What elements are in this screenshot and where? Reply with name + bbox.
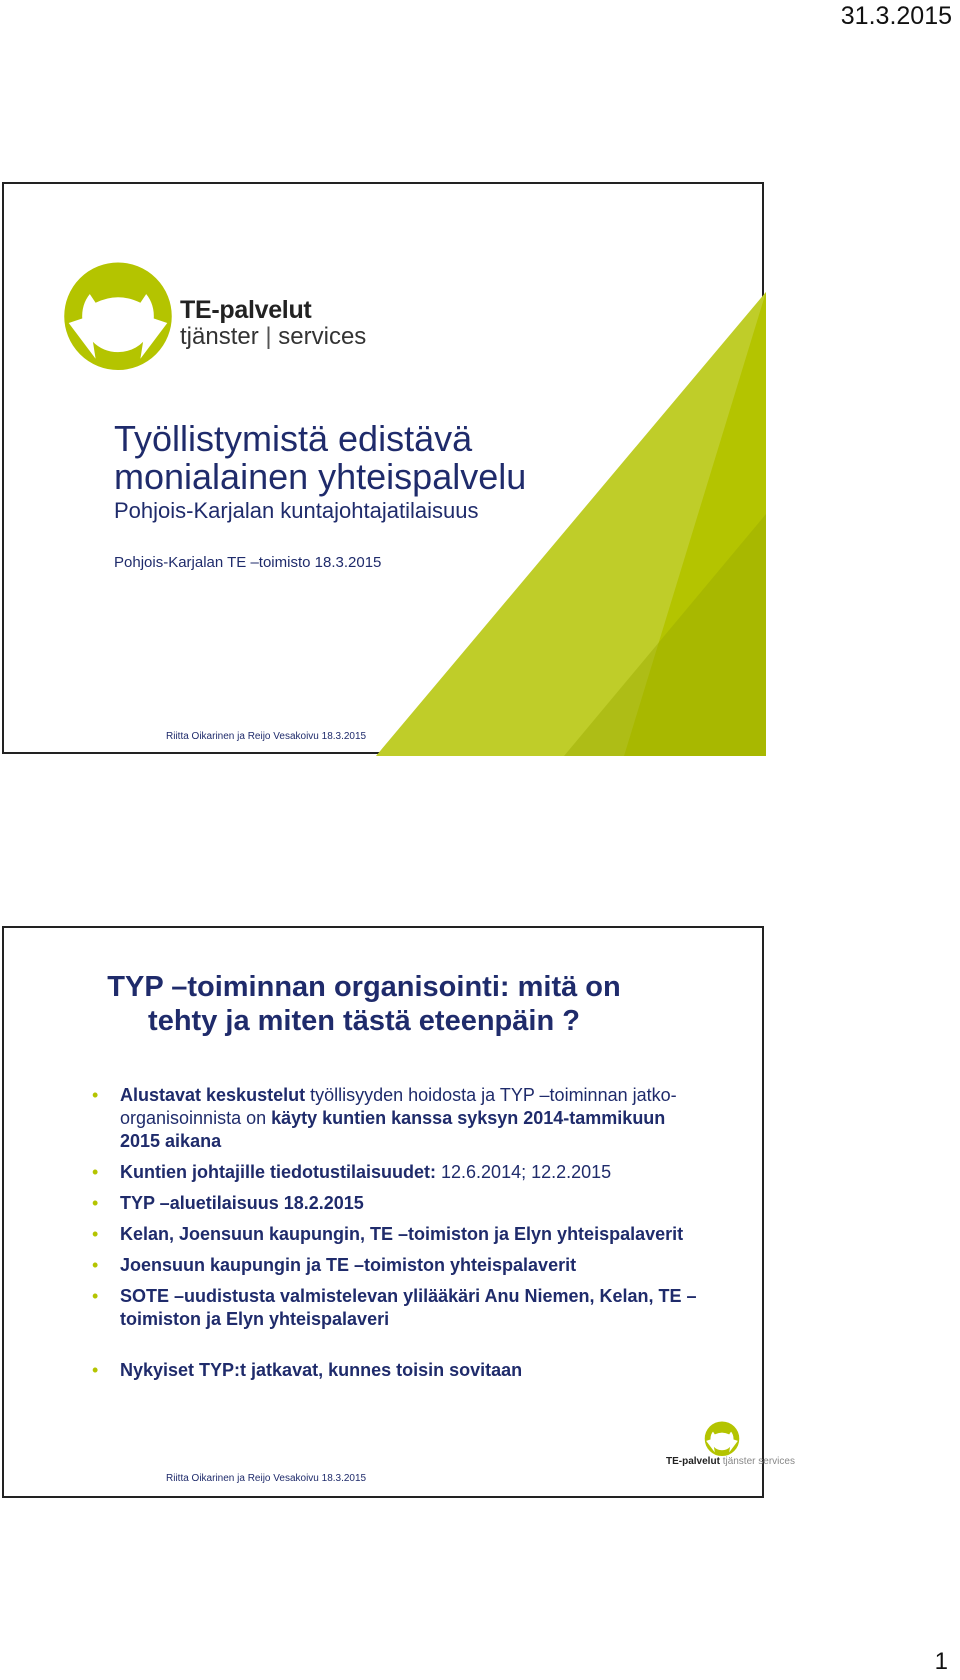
bullet-icon: • bbox=[92, 1193, 99, 1213]
slide-1-title-line-2: monialainen yhteispalvelu bbox=[114, 456, 527, 497]
bullet-item: • SOTE –uudistusta valmistelevan ylilääkäri Anu Niemen, Kelan, TE –toimiston ja Elyn yhteispalaveri bbox=[92, 1286, 697, 1329]
slide-1-subtitle: Pohjois-Karjalan kuntajohtajatilaisuus bbox=[114, 498, 479, 523]
bullet-icon: • bbox=[92, 1224, 99, 1244]
slide-2-title bbox=[4, 970, 724, 1038]
bullet-item: • Joensuun kaupungin ja TE –toimiston yhteispalaverit bbox=[92, 1255, 577, 1275]
page-date: 31.3.2015 bbox=[840, 2, 952, 30]
brand-tagline-left: tjänster bbox=[180, 323, 259, 350]
bullet-icon: • bbox=[92, 1255, 99, 1275]
bullet-item: • Kuntien johtajille tiedotustilaisuudet: 12.6.2014; 12.2.2015 bbox=[92, 1162, 612, 1182]
bullet-item: • Kelan, Joensuun kaupungin, TE –toimiston ja Elyn yhteispalaverit bbox=[92, 1224, 684, 1244]
bullet-icon: • bbox=[92, 1162, 99, 1182]
te-palvelut-logo-icon bbox=[704, 1420, 740, 1456]
slide-2-bullet-list bbox=[90, 1084, 710, 1390]
slide-1 bbox=[2, 182, 764, 754]
bullet-icon: • bbox=[92, 1085, 99, 1105]
bullet-item: • Alustavat keskustelut työllisyyden hoidosta ja TYP –toiminnan jatko-organisoinnista on käyty kuntien kanssa syksyn 2014-tammikuun 2015 aikana bbox=[92, 1085, 677, 1151]
slide-1-title-line-1: Työllistymistä edistävä bbox=[114, 418, 473, 459]
brand-tagline-separator: | bbox=[265, 323, 279, 350]
brand-logo-text-small: TE-palvelut tjänster services bbox=[666, 1456, 795, 1467]
page-number: 1 bbox=[934, 1648, 948, 1675]
bullet-icon: • bbox=[92, 1360, 99, 1380]
slide-2-title-line-2: tehty ja miten tästä eteenpäin ? bbox=[148, 1005, 580, 1037]
bullet-icon: • bbox=[92, 1286, 99, 1306]
brand-logo-text bbox=[180, 296, 366, 351]
slide-2-footer: Riitta Oikarinen ja Reijo Vesakoivu 18.3.2015 bbox=[166, 1473, 367, 1484]
slide-2 bbox=[2, 926, 795, 1498]
brand-name: TE-palvelut bbox=[180, 296, 312, 324]
bullet-item: • TYP –aluetilaisuus 18.2.2015 bbox=[92, 1193, 364, 1213]
brand-tagline bbox=[180, 323, 366, 351]
slide-1-footer: Riitta Oikarinen ja Reijo Vesakoivu 18.3.2015 bbox=[166, 731, 367, 742]
slide-1-title bbox=[114, 420, 526, 496]
bullet-item: • Nykyiset TYP:t jatkavat, kunnes toisin sovitaan bbox=[92, 1360, 523, 1380]
slide-1-organization-line: Pohjois-Karjalan TE –toimisto 18.3.2015 bbox=[114, 554, 382, 571]
te-palvelut-logo-icon bbox=[62, 258, 174, 370]
brand-tagline-right: services bbox=[278, 323, 367, 350]
slide-2-title-line-1: TYP –toiminnan organisointi: mitä on bbox=[107, 971, 621, 1003]
